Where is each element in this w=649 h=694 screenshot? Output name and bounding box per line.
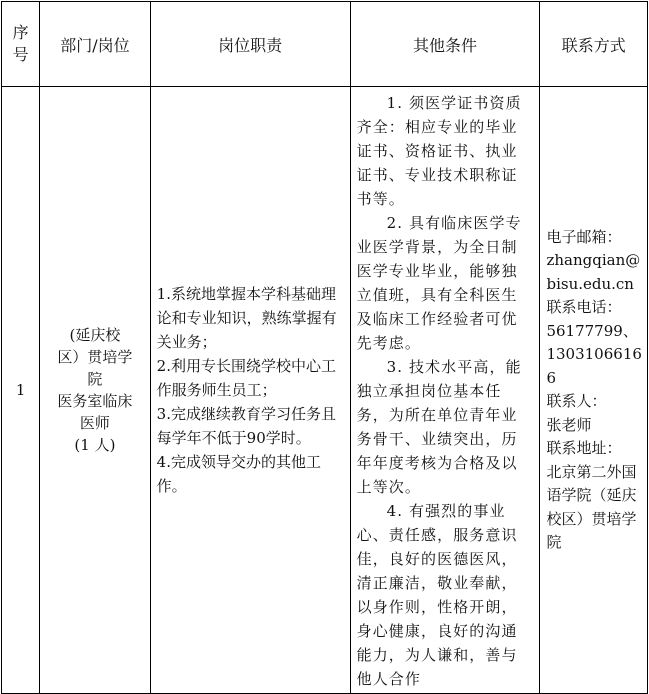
row-contact [540, 87, 648, 694]
department-line: 院 [87, 370, 103, 388]
person-value: 张老师 [546, 415, 592, 434]
phone-label: 联系电话： [546, 298, 622, 316]
phone-value: 56177799、13031066166 [546, 321, 642, 387]
address-value: 北京第二外国语学院（延庆校区）贯培学院 [546, 462, 637, 551]
header-index: 序号 [2, 2, 40, 87]
condition-item: 4. 有强烈的事业心、责任感，服务意识佳，良好的医德医风，清正廉洁，敬业奉献，以身作则，性格开朗，身心健康，良好的沟通能力，为人谦和，善与他人合作 [356, 502, 518, 688]
duty-item: 2.利用专长围绕学校中心工作服务师生员工； [156, 357, 336, 399]
recruitment-table [1, 1, 648, 694]
condition-item: 1. 须医学证书资质齐全：相应专业的毕业证书、资格证书、执业证书、专业技术职称证书等。 [356, 94, 522, 208]
row-department [40, 87, 151, 694]
department-line: 医务室临床 [57, 392, 133, 410]
duty-item: 3.完成继续教育学习任务且每学年不低于90学时。 [156, 405, 336, 447]
department-line: (延庆校 [69, 326, 121, 344]
department-line: 区）贯培学 [57, 348, 133, 366]
email-value: zhangqian@bisu.edu.cn [546, 251, 641, 293]
duty-item: 4.完成领导交办的其他工作。 [156, 453, 321, 495]
row-index: 1 [2, 87, 40, 694]
department-line: 医师 [79, 414, 110, 432]
table-row [2, 87, 648, 694]
condition-item: 3. 技术水平高，能独立承担岗位基本任务，为所在单位青年业务骨干、业绩突出，历年年度考核为合格及以上等次。 [356, 358, 522, 496]
email-label: 电子邮箱： [546, 227, 622, 246]
header-conditions: 其他条件 [350, 2, 540, 87]
address-label: 联系地址： [546, 439, 622, 457]
header-contact: 联系方式 [540, 2, 648, 87]
row-duties [150, 87, 350, 694]
person-label: 联系人： [546, 392, 607, 410]
header-department: 部门/岗位 [40, 2, 151, 87]
duty-item: 1.系统地掌握本学科基础理论和专业知识，熟练掌握有关业务； [156, 285, 337, 351]
header-duties: 岗位职责 [150, 2, 350, 87]
condition-item: 2. 具有临床医学专业医学背景，为全日制医学专业毕业，能够独立值班，具有全科医生及临床工作经验者可优先考虑。 [356, 214, 522, 352]
header-row [2, 2, 648, 87]
department-line: (1 人) [74, 436, 116, 454]
row-conditions [350, 87, 540, 694]
